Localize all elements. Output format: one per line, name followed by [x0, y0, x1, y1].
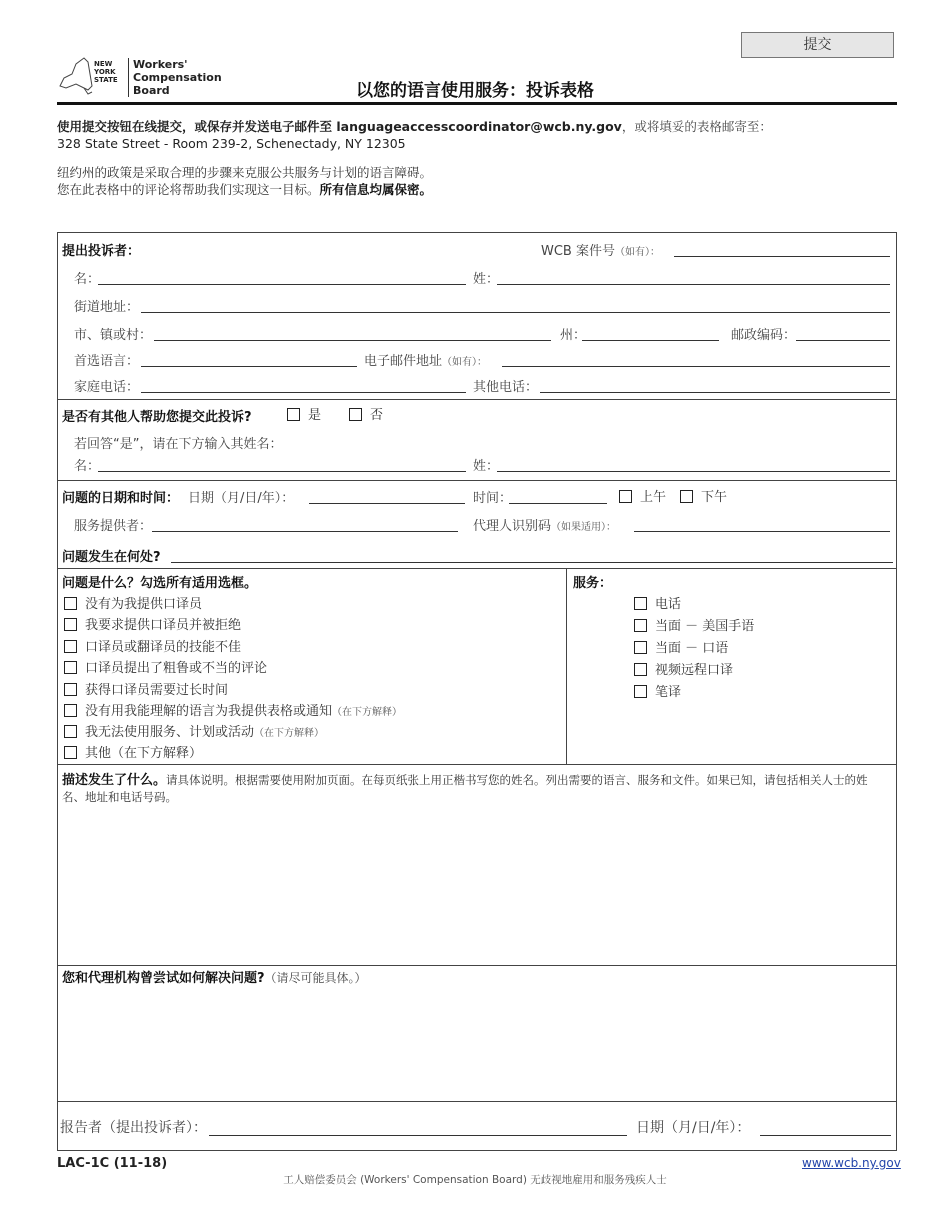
- problem-option-label: 口译员提出了粗鲁或不当的评论: [85, 661, 268, 676]
- page-title: 以您的语言使用服务：投诉表格: [356, 81, 594, 101]
- home-phone-label: 家庭电话：: [74, 380, 140, 395]
- pm-checkbox[interactable]: [680, 490, 693, 503]
- problem-checkbox[interactable]: [64, 725, 77, 738]
- problem-option[interactable]: [64, 679, 228, 698]
- logo-state-line2: YORK: [94, 68, 116, 76]
- problem-option[interactable]: [64, 700, 402, 719]
- service-checkbox[interactable]: [634, 619, 647, 632]
- last-name-label: 姓：: [473, 272, 500, 287]
- service-option-label: 电话: [655, 597, 682, 612]
- submission-instructions-rest: ，或将填妥的表格邮寄至：: [621, 119, 772, 134]
- email-label: [364, 350, 487, 369]
- helper-last-name-label: 姓：: [473, 459, 500, 474]
- description-heading: 描述发生了什么。: [62, 773, 167, 788]
- problem-option[interactable]: [64, 742, 202, 761]
- zip-field[interactable]: [796, 340, 890, 341]
- submission-instructions: [57, 118, 897, 152]
- street-label: 街道地址：: [74, 300, 140, 315]
- other-phone-field[interactable]: [540, 392, 890, 393]
- helper-first-name-field[interactable]: [98, 471, 466, 472]
- submit-button[interactable]: 提交: [741, 32, 894, 58]
- service-option-label: 视频远程口译: [655, 663, 734, 678]
- service-option[interactable]: [634, 615, 754, 634]
- agent-id-label: [473, 515, 616, 534]
- service-option[interactable]: [634, 659, 733, 678]
- service-option-label: 笔译: [655, 685, 682, 700]
- helper-last-name-field[interactable]: [497, 471, 890, 472]
- helper-first-name-label: 名：: [74, 459, 101, 474]
- service-checkbox[interactable]: [634, 663, 647, 676]
- title-divider: [57, 102, 897, 105]
- section-divider: [57, 399, 897, 400]
- logo-org-line3: Board: [133, 84, 170, 97]
- case-number-note: （如有）：: [614, 247, 660, 258]
- first-name-label: 名：: [74, 272, 101, 287]
- case-number-label-text: WCB 案件号: [541, 244, 615, 259]
- location-label: 问题发生在何处?: [62, 550, 161, 565]
- resolution-heading: 您和代理机构曾尝试如何解决问题?: [62, 971, 265, 986]
- logo-state-line3: STATE: [94, 76, 118, 84]
- service-checkbox[interactable]: [634, 685, 647, 698]
- reporter-label: 报告者（提出投诉者）：: [60, 1120, 207, 1136]
- resolution-note: （请尽可能具体。）: [264, 971, 367, 985]
- problem-option[interactable]: [64, 657, 267, 676]
- provider-field[interactable]: [152, 531, 458, 532]
- problem-checkbox[interactable]: [64, 661, 77, 674]
- location-field[interactable]: [171, 562, 893, 563]
- problem-heading: 问题是什么？勾选所有适用选框。: [62, 576, 258, 591]
- problem-option[interactable]: [64, 593, 202, 612]
- case-number-label: [541, 240, 660, 259]
- helper-question: 是否有其他人帮助您提交此投诉?: [62, 410, 252, 425]
- service-option-label: 当面 － 美国手语: [655, 619, 755, 634]
- home-phone-field[interactable]: [141, 392, 466, 393]
- state-field[interactable]: [582, 340, 719, 341]
- footer-note: 工人赔偿委员会 (Workers' Compensation Board) 无歧视地雇用和服务残疾人士: [283, 1174, 667, 1186]
- street-field[interactable]: [141, 312, 890, 313]
- incident-time-field[interactable]: [509, 503, 607, 504]
- problem-option-label: 没有为我提供口译员: [85, 597, 203, 612]
- services-heading: 服务：: [573, 576, 613, 591]
- policy-statement: [57, 164, 897, 198]
- state-label: 州：: [560, 328, 587, 343]
- policy-line1: 纽约州的政策是采取合理的步骤来克服公共服务与计划的语言障碍。: [57, 165, 433, 180]
- problem-checkbox[interactable]: [64, 618, 77, 631]
- section-divider: [57, 1101, 897, 1102]
- am-option[interactable]: [619, 486, 666, 505]
- policy-line2: 您在此表格中的评论将帮助我们实现这一目标。: [57, 182, 320, 197]
- service-option[interactable]: [634, 593, 681, 612]
- section-divider: [57, 764, 897, 765]
- problem-option-label: 我无法使用服务、计划或活动: [85, 725, 255, 740]
- problem-option-label: 获得口译员需要过长时间: [85, 683, 229, 698]
- problem-option-label: 口译员或翻译员的技能不佳: [85, 640, 242, 655]
- incident-date-label: 日期（月/日/年）：: [188, 491, 295, 506]
- problem-option[interactable]: [64, 636, 241, 655]
- signature-date-field[interactable]: [760, 1135, 891, 1136]
- section-divider: [57, 965, 897, 966]
- helper-yes-label: 是: [308, 408, 322, 423]
- city-field[interactable]: [154, 340, 551, 341]
- submission-instructions-bold: 使用提交按钮在线提交，或保存并发送电子邮件至 languageaccesscoordinator@wcb.ny.gov: [57, 119, 622, 134]
- problem-option-label: 没有用我能理解的语言为我提供表格或通知: [85, 704, 333, 719]
- email-label-text: 电子邮件地址: [364, 354, 443, 369]
- service-option[interactable]: [634, 681, 681, 700]
- pm-label: 下午: [701, 490, 728, 505]
- problem-checkbox[interactable]: [64, 746, 77, 759]
- resolution-textarea[interactable]: [58, 990, 896, 1100]
- section-divider: [57, 480, 897, 481]
- email-field[interactable]: [502, 366, 890, 367]
- email-note: （如有）：: [442, 357, 488, 368]
- agent-id-field[interactable]: [634, 531, 890, 532]
- am-label: 上午: [640, 490, 667, 505]
- helper-yes-option[interactable]: [287, 404, 321, 423]
- description-instructions: [62, 772, 877, 806]
- provider-label: 服务提供者：: [74, 519, 153, 534]
- incident-heading: 问题的日期和时间：: [62, 491, 180, 506]
- incident-date-field[interactable]: [309, 503, 465, 504]
- description-textarea[interactable]: [58, 810, 896, 964]
- website-link[interactable]: www.wcb.ny.gov: [802, 1156, 901, 1170]
- mailing-address: 328 State Street - Room 239-2, Schenectady, NY 12305: [57, 136, 406, 151]
- zip-label: 邮政编码：: [731, 328, 797, 343]
- helper-instruction: 若回答“是”，请在下方输入其姓名：: [74, 437, 283, 452]
- policy-confidential: 所有信息均属保密。: [319, 182, 433, 197]
- description-text: 请具体说明。根据需要使用附加页面。在每页纸张上用正楷书写您的姓名。列出需要的语言、服务和文件。如果已知，请包括相关人士的姓名、地址和电话号码。: [62, 773, 868, 804]
- problem-checkbox[interactable]: [64, 640, 77, 653]
- first-name-field[interactable]: [98, 284, 466, 285]
- problem-option[interactable]: [64, 721, 324, 740]
- problem-option[interactable]: [64, 614, 241, 633]
- column-divider: [566, 568, 567, 764]
- language-field[interactable]: [141, 366, 357, 367]
- service-option[interactable]: [634, 637, 728, 656]
- logo-state-line1: NEW: [94, 60, 113, 68]
- service-checkbox[interactable]: [634, 641, 647, 654]
- form-id: LAC-1C (11-18): [57, 1156, 168, 1171]
- helper-no-checkbox[interactable]: [349, 408, 362, 421]
- pm-option[interactable]: [680, 486, 727, 505]
- logo-org-line1: Workers': [133, 58, 188, 71]
- agent-id-label-text: 代理人识别码: [473, 519, 552, 534]
- problem-option-label: 我要求提供口译员并被拒绝: [85, 618, 242, 633]
- agent-id-note: （如果适用）：: [551, 522, 617, 533]
- problem-option-label: 其他（在下方解释）: [85, 746, 203, 761]
- reporter-field[interactable]: [209, 1135, 627, 1136]
- helper-yes-checkbox[interactable]: [287, 408, 300, 421]
- section-divider: [57, 568, 897, 569]
- problem-option-note: （在下方解释）: [254, 728, 325, 739]
- signature-date-label: 日期（月/日/年）：: [636, 1120, 751, 1136]
- complainant-heading: 提出投诉者：: [62, 244, 141, 259]
- service-checkbox[interactable]: [634, 597, 647, 610]
- logo-org-line2: Compensation: [133, 71, 222, 84]
- city-label: 市、镇或村：: [74, 328, 153, 343]
- helper-no-option[interactable]: [349, 404, 383, 423]
- problem-option-note: （在下方解释）: [332, 707, 403, 718]
- resolution-instructions: [62, 967, 367, 986]
- problem-checkbox[interactable]: [64, 597, 77, 610]
- case-number-field[interactable]: [674, 256, 890, 257]
- problem-checkbox[interactable]: [64, 704, 77, 717]
- problem-checkbox[interactable]: [64, 683, 77, 696]
- language-label: 首选语言：: [74, 354, 140, 369]
- other-phone-label: 其他电话：: [473, 380, 539, 395]
- last-name-field[interactable]: [497, 284, 890, 285]
- service-option-label: 当面 － 口语: [655, 641, 729, 656]
- am-checkbox[interactable]: [619, 490, 632, 503]
- incident-time-label: 时间：: [473, 491, 513, 506]
- helper-no-label: 否: [370, 408, 384, 423]
